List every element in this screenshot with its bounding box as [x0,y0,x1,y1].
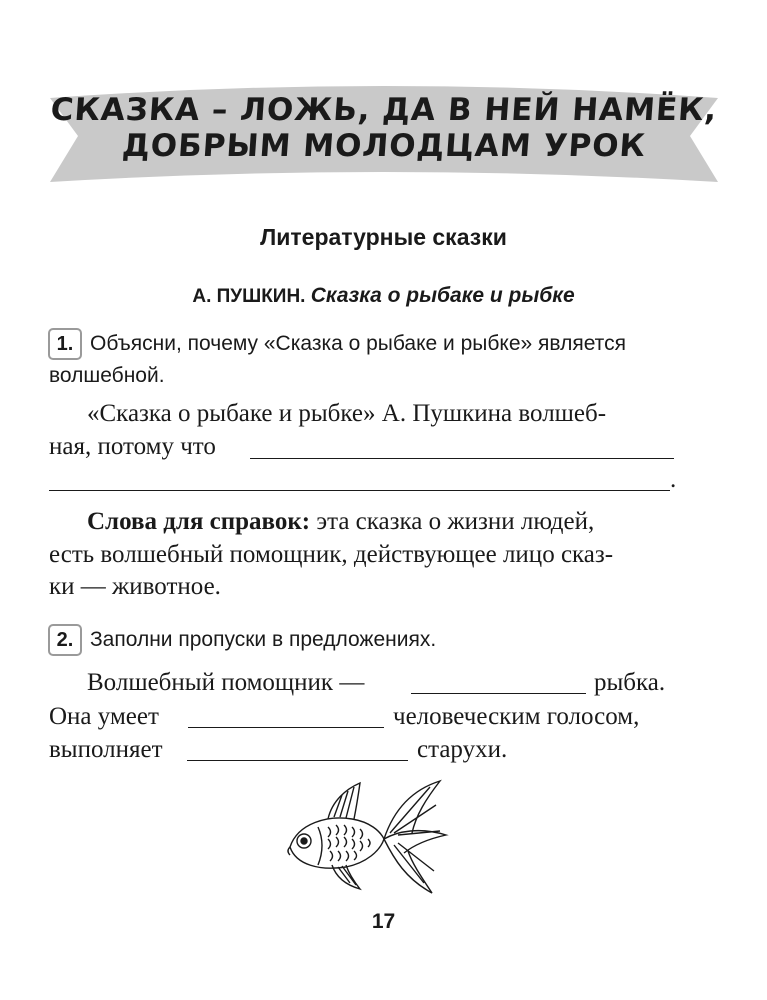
task-2-prompt: Заполни пропуски в предложениях. [90,628,437,651]
hint-label: Слова для справок: [87,508,311,535]
hint-line-1 [87,508,594,536]
task-2-sentence-1-end: рыбка. [594,669,666,696]
task-2-blank-3[interactable] [187,760,408,761]
task-1-answer-line-1: «Сказка о рыбаке и рыбке» А. Пушкина волшеб- [87,400,607,427]
task-1-answer-blank-1[interactable] [250,458,674,459]
goldfish-illustration [280,775,450,900]
banner-title-line-1: СКАЗКА – ЛОЖЬ, ДА В НЕЙ НАМЁК, [49,92,719,128]
task-2-sentence-1-start: Волшебный помощник — [87,669,365,696]
hint-line-2: есть волшебный помощник, действующее лицо сказ- [49,541,614,568]
task-2-sentence-3-start: выполняет [49,736,163,763]
task-1-number: 1. [48,328,82,360]
banner-title-line-2: ДОБРЫМ МОЛОДЦАМ УРОК [120,128,648,164]
section-title: Литературные сказки [260,224,507,250]
hint-line-1-text: эта сказка о жизни людей, [310,508,595,535]
task-1-answer-blank-2[interactable] [49,490,670,491]
task-2-sentence-2-end: человеческим голосом, [393,703,640,730]
task-1-end-dot: . [670,466,677,493]
task-2-sentence-3-end: старухи. [417,736,508,763]
task-1-prompt-line-1: Объясни, почему «Сказка о рыбаке и рыбке» является [90,332,626,355]
task-2-blank-1[interactable] [411,693,586,694]
task-2-sentence-2-start: Она умеет [49,703,159,730]
task-1-answer-line-2: ная, потому что [49,433,216,460]
task-2-blank-2[interactable] [188,727,384,728]
page-number: 17 [371,910,396,933]
task-1-prompt-line-2: волшебной. [49,364,165,387]
chapter-banner [50,80,718,190]
story-name: Сказка о рыбаке и рыбке [310,284,575,307]
story-author: А. ПУШКИН. [192,286,306,307]
story-heading [0,284,767,308]
hint-line-3: ки — животное. [49,573,221,600]
task-2-number: 2. [48,624,82,656]
